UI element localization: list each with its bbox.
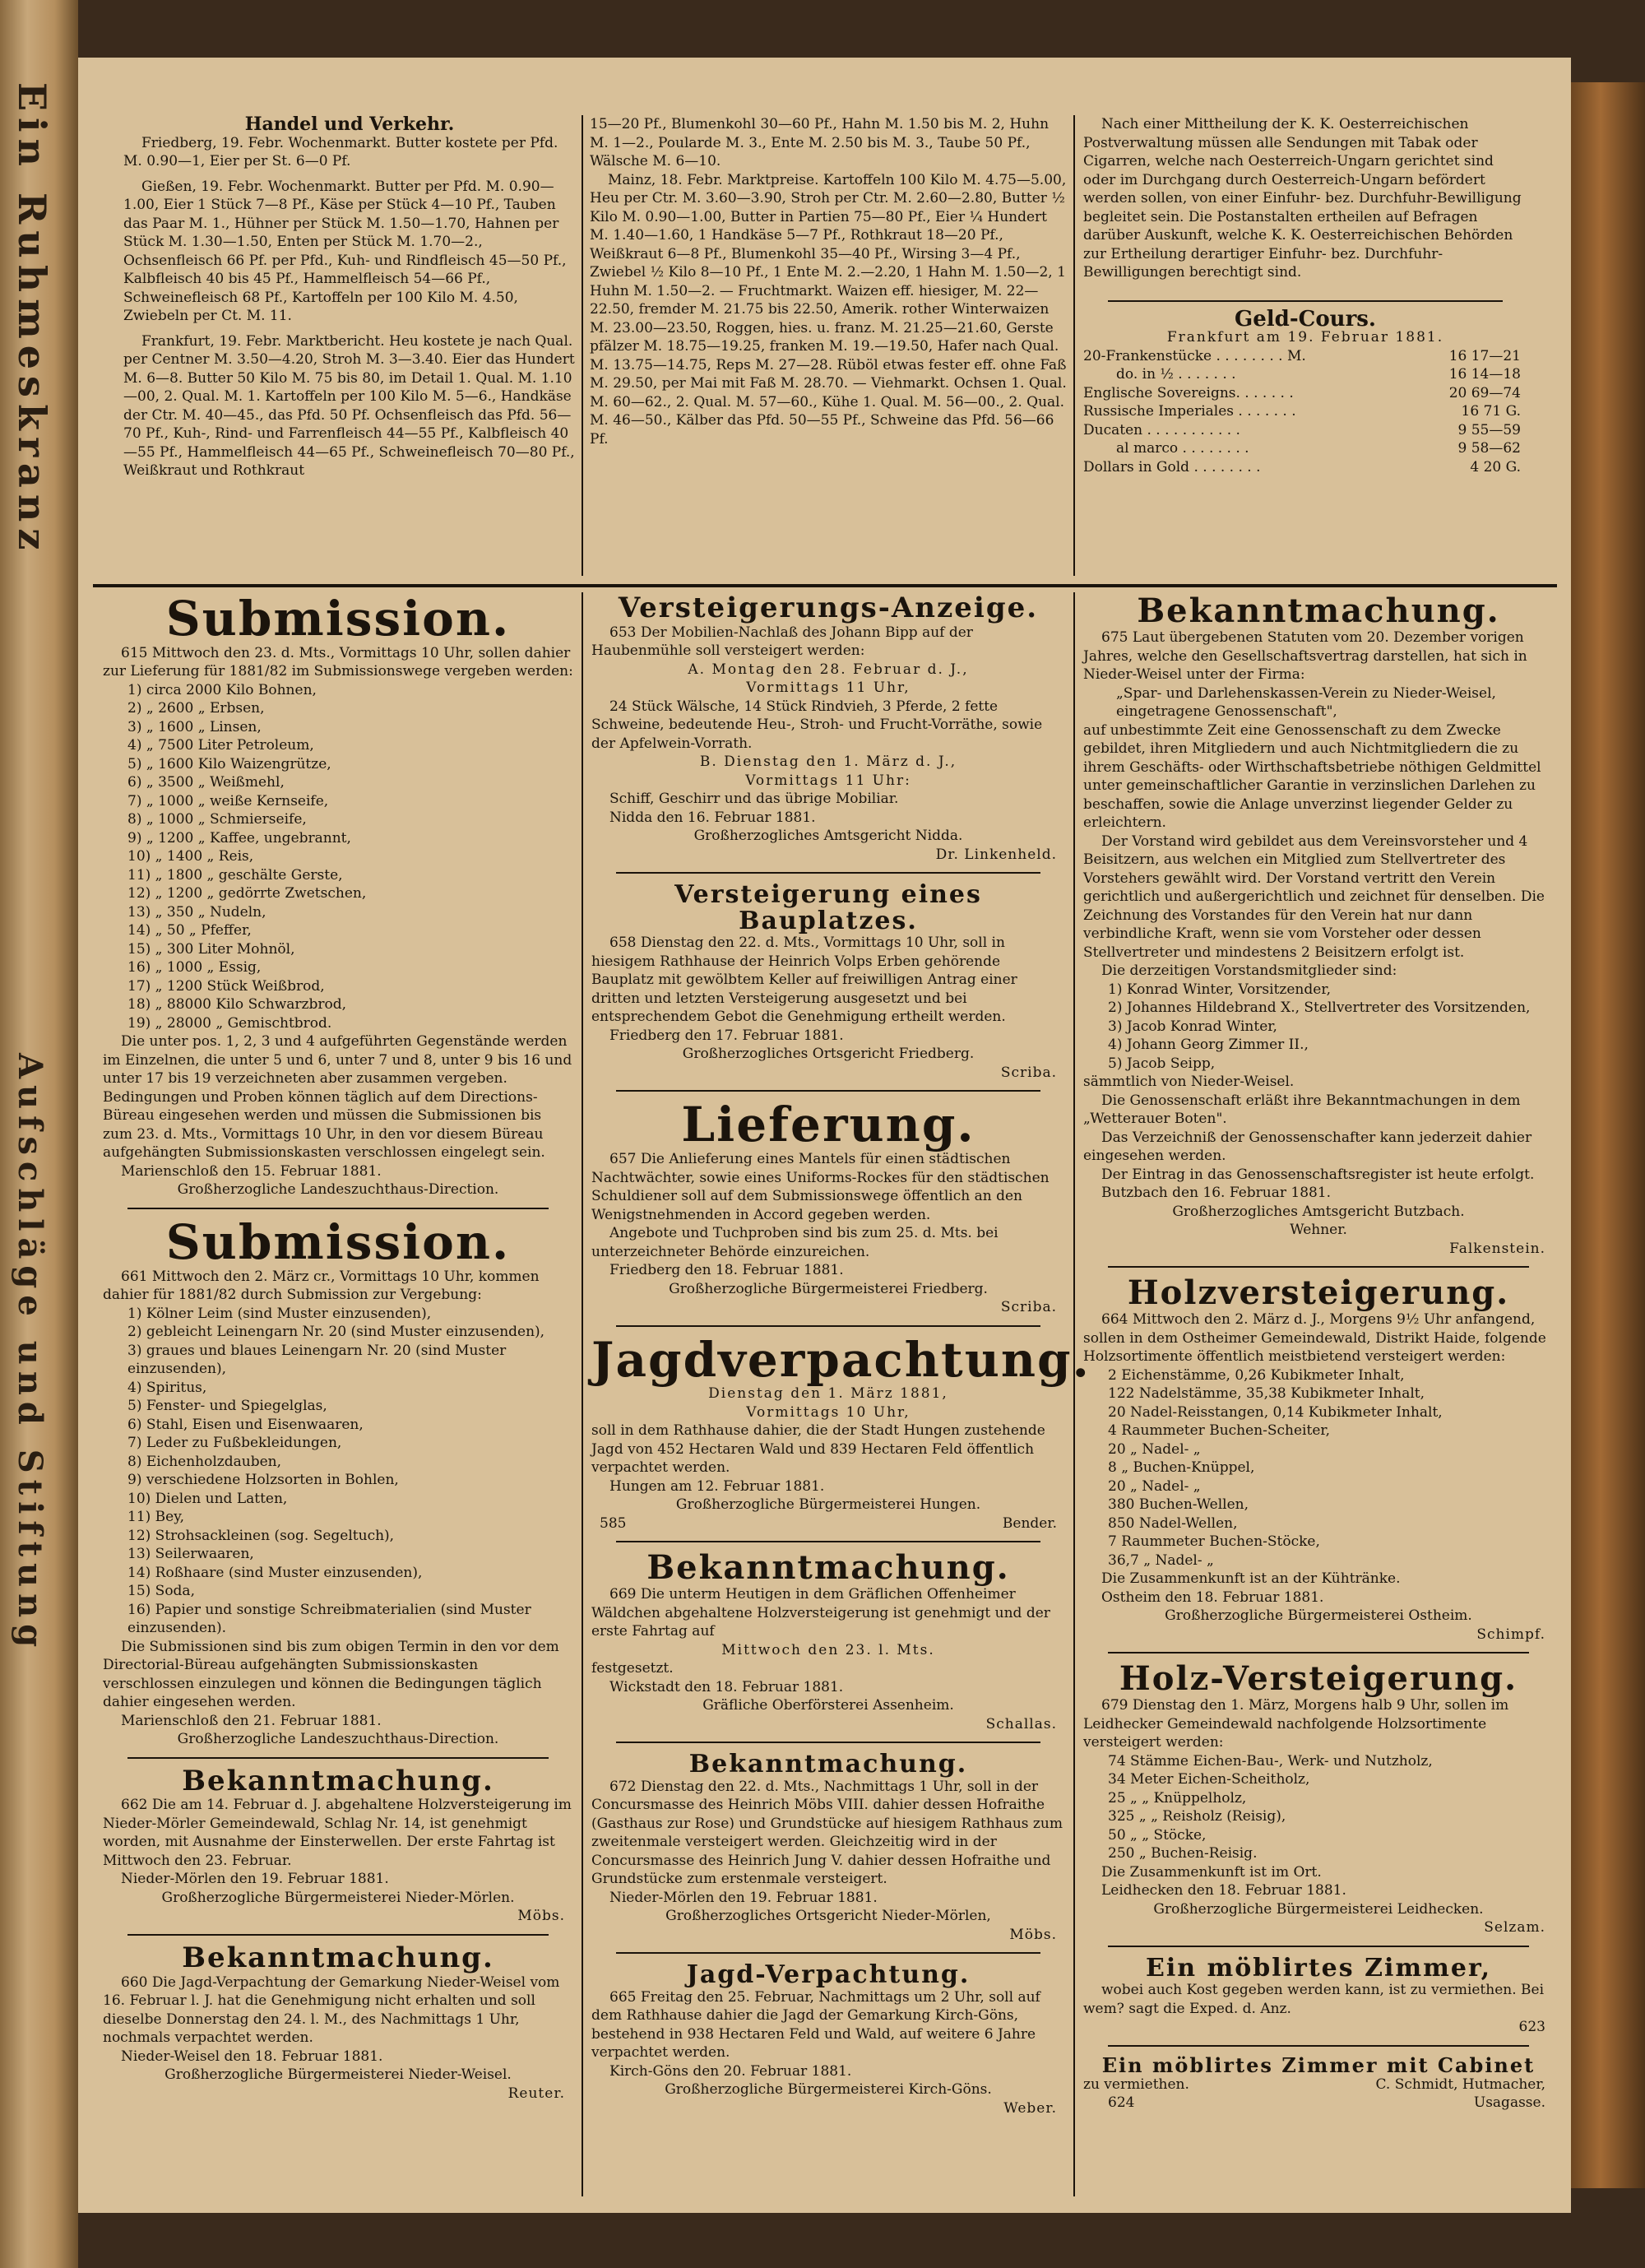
versteigerung-653-sign: Großherzogliches Amtsgericht Nidda.: [693, 828, 963, 845]
holz-679-sign: Großherzogliche Bürgermeisterei Leidhecken.: [1153, 1900, 1484, 1918]
holz-664-body2: Die Zusammenkunft ist an der Kühtränke.: [1101, 1570, 1401, 1587]
book-spine: [0, 0, 78, 2268]
bekanntmachung-660-title: Bekanntmachung.: [182, 1941, 494, 1974]
column-left: [103, 591, 573, 2103]
bekanntmachung-675-body3: Der Vorstand wird gebildet aus dem Vereinsvorsteher und 4 Beisitzern, aus welchen ein Mitglied zum Stellvertreter des Vorstehers gewählt wird. Der Vorstand vertritt den Verein gerichtlich und außergerichtlich und zeichnet für denselben. Die Zeichnung des Vorstandes für den Verein hat nur dann verbindliche Kraft, wenn sie vom Vorsteher oder dessen Stellvertreter und mindestens 2 Beisitzern erfolgt ist.: [1083, 833, 1545, 961]
bekanntmachung-672-title: Bekanntmachung.: [688, 1750, 968, 1779]
bekanntmachung-662-date: Nieder-Mörlen den 19. Februar 1881.: [121, 1871, 389, 1888]
submission-615-date: Marienschloß den 15. Februar 1881.: [121, 1162, 382, 1180]
list-item: 11) „ 1800 „ geschälte Gerste,: [127, 866, 343, 884]
commerce-column-2: [590, 115, 1067, 448]
jagd-665-name: Weber.: [1003, 2099, 1057, 2117]
versteigerung-658-date: Friedberg den 17. Februar 1881.: [609, 1027, 844, 1044]
bekanntmachung-675-body4: Die derzeitigen Vorstandsmitglieder sind:: [1101, 962, 1397, 979]
exchange-rates-table: [1083, 347, 1527, 477]
separator: [127, 1757, 549, 1759]
commerce-para-giessen: Gießen, 19. Febr. Wochenmarkt. Butter per Pfd. M. 0.90—1.00, Eier 1 Stück 7—8 Pf., Käse per Stück 4—10 Pf., Tauben das Paar M. 1., Hühner per Stück M. 1.50—1.70, Hahnen per Stück M. 1.30—1.50, Enten per Stück M. 1.70—2., Ochsenfleisch 66 Pf. per Pfd., Kuh- und Rindfleisch 45—50 Pf., Kalbfleisch 40 bis 45 Pf., Hammelfleisch 54—66 Pf., Schweinefleisch 68 Pf., Kartoffeln per 100 Kilo M. 4.50, Zwiebeln per Ct. M. 11.: [123, 178, 567, 324]
bekanntmachung-672-body: 672 Dienstag den 22. d. Mts., Nachmittags 1 Uhr, soll in der Concursmasse des Heinrich Möbs VIII. dahier dessen Hofraithe (Gasthaus zur Rose) und Grundstücke auf hiesigem Rathhaus zum zweitenmale versteigert werden. Gleichzeitig wird in der Concursmasse des Heinrich Jung V. dahier dessen Hofraithe und Grundstücke zum erstenmale versteigert.: [591, 1778, 1063, 1888]
separator: [616, 1325, 1040, 1327]
list-item: 50 „ „ Stöcke,: [1108, 1826, 1207, 1844]
versteigerung-653-a-line: A. Montag den 28. Februar d. J.,: [688, 661, 969, 678]
rate-value: 9 58—62: [1457, 440, 1521, 457]
rate-label: Russische Imperiales . . . . . . .: [1083, 403, 1296, 420]
versteigerung-653-date: Nidda den 16. Februar 1881.: [609, 809, 816, 826]
rate-row: [1083, 365, 1527, 384]
rates-title: Geld-Cours.: [1235, 306, 1376, 332]
ad-624-body: zu vermiethen.: [1083, 2076, 1189, 2093]
ad-624-num: 624: [1108, 2094, 1135, 2112]
rate-row: [1083, 421, 1527, 440]
list-item: 25 „ „ Knüppelholz,: [1108, 1789, 1247, 1807]
bekanntmachung-672-date: Nieder-Mörlen den 19. Februar 1881.: [609, 1889, 878, 1906]
versteigerung-658-title: Versteigerung eines Bauplatzes.: [674, 880, 982, 935]
list-item: 2) gebleicht Leinengarn Nr. 20 (sind Muster einzusenden),: [127, 1324, 545, 1341]
submission-661-body: Die Submissionen sind bis zum obigen Termin in den vor dem Directorial-Büreau aufgehängten Submissionskasten verschlossen einzulegen und können die Bedingungen täglich dahier eingesehen werden.: [103, 1638, 559, 1711]
list-item: 34 Meter Eichen-Scheitholz,: [1108, 1771, 1310, 1788]
list-item: 7) Leder zu Fußbekleidungen,: [127, 1435, 342, 1452]
bekanntmachung-669-body2: festgesetzt.: [591, 1660, 674, 1677]
separator: [616, 1742, 1040, 1743]
list-item: 18) „ 88000 Kilo Schwarzbrod,: [127, 996, 346, 1013]
bekanntmachung-675-date: Butzbach den 16. Februar 1881.: [1101, 1185, 1332, 1201]
commerce-column: [123, 115, 576, 480]
column-divider: [1073, 115, 1075, 576]
separator: [616, 1541, 1040, 1542]
list-item: 9) verschiedene Holzsorten in Bohlen,: [127, 1472, 399, 1489]
rate-label: do. in ½ . . . . . . .: [1116, 366, 1236, 383]
list-item: 12) „ 1200 „ gedörrte Zwetschen,: [127, 885, 367, 902]
separator: [616, 1090, 1040, 1092]
book-edge: [1571, 82, 1645, 2188]
versteigerung-653-b-line: B. Dienstag den 1. März d. J.,: [699, 754, 957, 771]
bekanntmachung-669-date: Wickstadt den 18. Februar 1881.: [609, 1678, 844, 1695]
rate-row: [1083, 402, 1527, 421]
bekanntmachung-660-date: Nieder-Weisel den 18. Februar 1881.: [121, 2048, 383, 2065]
bekanntmachung-675-body6: Die Genossenschaft erläßt ihre Bekanntmachungen in dem „Wetterauer Boten".: [1083, 1092, 1521, 1127]
rate-row: [1083, 439, 1527, 458]
holz-679-items: [1083, 1752, 1554, 1863]
spine-text: [8, 49, 66, 2122]
list-item: 380 Buchen-Wellen,: [1108, 1496, 1249, 1513]
list-item: 19) „ 28000 „ Gemischtbrod.: [127, 1014, 332, 1032]
ad-624-title: Ein möblirtes Zimmer mit Cabinet: [1101, 2052, 1536, 2077]
submission-661-intro: 661 Mittwoch den 2. März cr., Vormittags 10 Uhr, kommen dahier für 1881/82 durch Submission zur Vergebung:: [103, 1268, 540, 1304]
list-item: 2 Eichenstämme, 0,26 Kubikmeter Inhalt,: [1108, 1366, 1405, 1384]
list-item: 10) „ 1400 „ Reis,: [127, 848, 254, 865]
bekanntmachung-675-sign: Großherzogliches Amtsgericht Butzbach.: [1172, 1203, 1465, 1220]
lieferung-657-body2: Angebote und Tuchproben sind bis zum 25. d. Mts. bei unterzeichneter Behörde einzureichen.: [591, 1225, 999, 1260]
commerce-para-frankfurt: Frankfurt, 19. Febr. Marktbericht. Heu kostete je nach Qual. per Centner M. 3.50—4.20, Stroh M. 3—3.40. Eier das Hundert M. 6—8. Butter 50 Kilo M. 75 bis 80, im Detail 1. Qual. M. 1.10—00, 2. Qual. M. 1. Kartoffeln per 100 Kilo M. 5—6., Handkäse der Ctr. M. 40—45., das Pfd. 50 Pf. Ochsenfleisch das Pfd. 56—70 Pf., Kuh-, Rind- und Farrenfleisch 44—55 Pf., Kalbfleisch 40—55 Pf., Hammelfleisch 44—65 Pf., Schweinefleisch 70—80 Pf., Weißkraut und Rothkraut: [123, 332, 575, 479]
holz-679-body2: Die Zusammenkunft ist im Ort.: [1101, 1863, 1322, 1881]
list-item: 10) Dielen und Latten,: [127, 1490, 288, 1507]
submission-615-title: Submission.: [165, 591, 511, 647]
list-item: 122 Nadelstämme, 35,38 Kubikmeter Inhalt,: [1108, 1385, 1425, 1402]
bekanntmachung-669-title: Bekanntmachung.: [646, 1548, 1010, 1588]
bekanntmachung-675-body1: 675 Laut übergebenen Statuten vom 20. Dezember vorigen Jahres, welche den Gesellschaftsvertrag darstellen, hat sich in Nieder-Weisel unter der Firma:: [1083, 629, 1527, 683]
bekanntmachung-675-name2: Falkenstein.: [1449, 1240, 1545, 1257]
bekanntmachung-662-body: 662 Die am 14. Februar d. J. abgehaltene Holzversteigerung im Nieder-Mörler Gemeindewald, Schlag Nr. 14, ist genehmigt worden, mit Ausnahme der Einsterwellen. Der erste Fahrtag ist Mittwoch den 23. Februar.: [103, 1797, 572, 1869]
list-item: 15) Soda,: [127, 1583, 195, 1600]
separator: [1108, 1266, 1529, 1268]
bekanntmachung-662-name: Möbs.: [517, 1908, 565, 1925]
list-item: 7) „ 1000 „ weiße Kernseife,: [127, 792, 329, 809]
spine-text-bottom: Aufschläge und Stiftung: [11, 1053, 49, 1654]
list-item: 1) Konrad Winter, Vorsitzender,: [1108, 981, 1331, 998]
rate-label: al marco . . . . . . . .: [1116, 440, 1249, 457]
list-item: 8) „ 1000 „ Schmierseife,: [127, 811, 307, 828]
holz-664-name: Schimpf.: [1476, 1626, 1545, 1643]
versteigerung-653-intro: 653 Der Mobilien-Nachlaß des Johann Bipp auf der Haubenmühle soll versteigert werden:: [591, 624, 973, 660]
list-item: 12) Strohsackleinen (sog. Segeltuch),: [127, 1527, 395, 1544]
ad-623-body: wobei auch Kost gegeben werden kann, ist zu vermiethen. Bei wem? sagt die Exped. d. Anz.: [1083, 1982, 1545, 2017]
commerce-para-friedberg: Friedberg, 19. Febr. Wochenmarkt. Butter kostete per Pfd. M. 0.90—1, Eier per St. 6—0 Pf.: [123, 134, 558, 169]
list-item: 1) Kölner Leim (sind Muster einzusenden),: [127, 1305, 432, 1322]
holz-679-body: 679 Dienstag den 1. März, Morgens halb 9 Uhr, sollen im Leidhecker Gemeindewald nachfolgende Holzsortimente versteigert werden:: [1083, 1697, 1509, 1751]
list-item: 250 „ Buchen-Reisig.: [1108, 1845, 1258, 1862]
bekanntmachung-669-body: 669 Die unterm Heutigen in dem Gräflichen Offenheimer Wäldchen abgehaltene Holzversteigerung ist genehmigt und der erste Fahrtag auf: [591, 1586, 1050, 1640]
jagd-665-body: 665 Freitag den 25. Februar, Nachmittags um 2 Uhr, soll auf dem Rathhause dahier die Jagd der Gemarkung Kirch-Göns, bestehend in 938 Hectaren Feld und Wald, auf weitere 6 Jahre verpachtet werden.: [591, 1988, 1040, 2062]
jagd-585-footer: [591, 1514, 1065, 1533]
list-item: 2) Johannes Hildebrand X., Stellvertreter des Vorsitzenden,: [1108, 999, 1531, 1016]
jagd-585-line1: Dienstag den 1. März 1881,: [708, 1385, 948, 1403]
list-item: 4) „ 7500 Liter Petroleum,: [127, 737, 314, 754]
versteigerung-653-a-body: 24 Stück Wälsche, 14 Stück Rindvieh, 3 Pferde, 2 fette Schweine, bedeutende Heu-, Stroh- und Frucht-Vorräthe, sowie der Apfelwein-Vorrath.: [591, 698, 1043, 752]
separator: [127, 1934, 549, 1936]
bekanntmachung-672-sign: Großherzogliches Ortsgericht Nieder-Mörlen,: [665, 1908, 991, 1925]
jagd-585-title: Jagdverpachtung.: [591, 1331, 1091, 1388]
versteigerung-653-title: Versteigerungs-Anzeige.: [618, 591, 1039, 624]
list-item: 8 „ Buchen-Knüppel,: [1108, 1459, 1255, 1476]
commerce2-para-mainz: Mainz, 18. Febr. Marktpreise. Kartoffeln 100 Kilo M. 4.75—5.00, Heu per Ctr. M. 3.60—3.90, Stroh per Ctr. M. 2.60—2.80, Butter ½ Kilo M. 0.90—1.00, Butter in Partien 75—80 Pf., Eier ¼ Hundert M. 1.40—1.60, 1 Handkäse 5—7 Pf., Rothkraut 18—20 Pf., Weißkraut 6—8 Pf., Blumenkohl 35—40 Pf., Wirsing 3—4 Pf., Zwiebel ½ Kilo 8—10 Pf., 1 Ente M. 2.—2.20, 1 Hahn M. 1.50—2, 1 Huhn M. 1.50—2. — Fruchtmarkt. Waizen eff. hiesiger, M. 22—22.50, fremder M. 21.75 bis 22.50, Amerik. rother Winterwaizen M. 23.00—23.50, Roggen, hies. u. franz. M. 21.25—21.60, Gerste pfälzer M. 18.75—19.25, franken M. 19.—19.50, Hafer nach Qual. M. 13.75—14.75, Reps M. 27—28. Rüböl etwas fester eff. ohne Faß M. 29.50, per Mai mit Faß M. 28.70. — Viehmarkt. Ochsen 1. Qual. M. 60—62., 2. Qual. M. 57—60., Kühe 1. Qual. M. 56—00., 2. Qual. M. 46—50., Kälber das Pfd. 50—55 Pf., Schweine das Pfd. 56—66 Pf.: [590, 171, 1067, 448]
bekanntmachung-662-sign: Großherzogliche Bürgermeisterei Nieder-Mörlen.: [161, 1889, 515, 1906]
lieferung-657-sign: Großherzogliche Bürgermeisterei Friedberg.: [669, 1280, 988, 1297]
versteigerung-658-name: Scriba.: [1000, 1064, 1057, 1081]
list-item: 4) Spiritus,: [127, 1379, 207, 1396]
austria-column: [1083, 115, 1527, 476]
rate-row: [1083, 347, 1527, 366]
list-item: 36,7 „ Nadel- „: [1108, 1551, 1214, 1569]
bekanntmachung-675-firm: „Spar- und Darlehenskassen-Verein zu Nieder-Weisel, eingetragene Genossenschaft",: [1116, 684, 1496, 720]
ad-624-street: Usagasse.: [1473, 2094, 1545, 2112]
rate-value: 16 14—18: [1448, 366, 1521, 383]
list-item: 3) Jacob Konrad Winter,: [1108, 1018, 1277, 1035]
submission-661-title: Submission.: [165, 1213, 511, 1270]
separator: [1108, 300, 1503, 302]
jagd-585-date: Hungen am 12. Februar 1881.: [609, 1477, 825, 1495]
list-item: 17) „ 1200 Stück Weißbrod,: [127, 977, 325, 995]
list-item: 5) Fenster- und Spiegelglas,: [127, 1398, 327, 1415]
column-divider: [582, 115, 583, 576]
ad-624-row2: [1083, 2094, 1554, 2113]
jagd-665-title: Jagd-Verpachtung.: [686, 1960, 971, 1990]
bekanntmachung-662-title: Bekanntmachung.: [182, 1764, 494, 1797]
jagd-585-name: Bender.: [1002, 1514, 1057, 1532]
submission-615-items: [103, 681, 573, 1033]
rate-row: [1083, 458, 1527, 477]
bekanntmachung-675-name: Wehner.: [1290, 1222, 1347, 1238]
bekanntmachung-660-sign: Großherzogliche Bürgermeisterei Nieder-Weisel.: [164, 2066, 512, 2084]
rate-value: 16 71 G.: [1461, 403, 1521, 420]
list-item: 74 Stämme Eichen-Bau-, Werk- und Nutzholz,: [1108, 1752, 1433, 1769]
separator: [616, 1952, 1040, 1954]
list-item: 16) „ 1000 „ Essig,: [127, 959, 262, 976]
submission-615-intro: 615 Mittwoch den 23. d. Mts., Vormittags 10 Uhr, sollen dahier zur Lieferung für 1881/82 im Submissionswege vergeben werden:: [103, 644, 573, 680]
list-item: 5) Jacob Seipp,: [1108, 1055, 1216, 1072]
separator: [1108, 1946, 1529, 1947]
ad-623-num: 623: [1518, 2019, 1545, 2035]
bekanntmachung-669-day: Mittwoch den 23. l. Mts.: [721, 1641, 935, 1658]
separator: [616, 872, 1040, 874]
rate-label: Dollars in Gold . . . . . . . .: [1083, 458, 1261, 475]
list-item: 7 Raummeter Buchen-Stöcke,: [1108, 1533, 1320, 1550]
versteigerung-653-b-body: Schiff, Geschirr und das übrige Mobiliar.: [609, 791, 899, 808]
lieferung-657-name: Scriba.: [1000, 1299, 1057, 1316]
bekanntmachung-669-name: Schallas.: [985, 1715, 1057, 1732]
versteigerung-653-b-time: Vormittags 11 Uhr:: [745, 772, 911, 789]
list-item: 20 „ Nadel- „: [1108, 1440, 1201, 1458]
list-item: 13) Seilerwaaren,: [127, 1546, 254, 1563]
list-item: 3) „ 1600 „ Linsen,: [127, 718, 262, 735]
rate-label: 20-Frankenstücke . . . . . . . . M.: [1083, 347, 1306, 364]
submission-661-items: [103, 1305, 573, 1638]
rate-value: 20 69—74: [1448, 384, 1521, 401]
column-middle: [591, 591, 1091, 2117]
list-item: 20 Nadel-Reisstangen, 0,14 Kubikmeter Inhalt,: [1108, 1403, 1443, 1421]
list-item: 5) „ 1600 Kilo Waizengrütze,: [127, 755, 331, 772]
submission-615-body: Die unter pos. 1, 2, 3 und 4 aufgeführten Gegenstände werden im Einzelnen, die unter 5 und 6, unter 7 und 8, unter 9 bis 16 und unter 17 bis 19 verzeichneten aber zusammen vergeben. Bedingungen und Proben können täglich auf dem Directions-Büreau eingesehen werden und müssen die Submissionen bis zum 23. d. Mts., Vormittags 10 Uhr, in den vor diesem Büreau aufgehängten Submissionskasten verschlossen eingelegt sein.: [103, 1033, 572, 1162]
holz-679-date: Leidhecken den 18. Februar 1881.: [1101, 1882, 1346, 1899]
list-item: 4 Raummeter Buchen-Scheiter,: [1108, 1422, 1331, 1439]
list-item: 6) „ 3500 „ Weißmehl,: [127, 774, 285, 791]
list-item: 3) graues und blaues Leinengarn Nr. 20 (sind Muster einzusenden),: [127, 1342, 507, 1378]
bekanntmachung-675-title: Bekanntmachung.: [1137, 591, 1500, 630]
section-rule: [93, 584, 1557, 587]
bekanntmachung-675-body7: Das Verzeichniß der Genossenschafter kann jederzeit dahier eingesehen werden.: [1083, 1129, 1532, 1164]
jagd-585-body: soll in dem Rathhause dahier, die der Stadt Hungen zustehende Jagd von 452 Hectaren Wald und 839 Hectaren Feld öffentlich verpachtet werden.: [591, 1422, 1045, 1477]
holz-664-items: [1083, 1366, 1554, 1570]
bekanntmachung-675-body2: auf unbestimmte Zeit eine Genossenschaft zu dem Zwecke gebildet, ihren Mitgliedern und auch Nichtmitgliedern die zu ihrem Geschäfts- oder Wirthschaftsbetriebe nöthigen Geldmittel unter gemeinschaftlicher Garantie in verzinslichen Darlehen zu beschaffen, sowie die Anlage unverzinst liegender Gelder zu erleichtern.: [1083, 721, 1541, 831]
bekanntmachung-669-sign: Gräfliche Oberförsterei Assenheim.: [702, 1697, 954, 1714]
spine-text-top: Ein Ruhmeskranz: [10, 82, 54, 557]
column-divider: [1073, 592, 1075, 2196]
list-item: 16) Papier und sonstige Schreibmaterialien (sind Muster einzusenden).: [127, 1601, 531, 1637]
list-item: 8) Eichenholzdauben,: [127, 1453, 282, 1470]
list-item: 1) circa 2000 Kilo Bohnen,: [127, 681, 317, 698]
bekanntmachung-675-body5: sämmtlich von Nieder-Weisel.: [1083, 1074, 1295, 1090]
list-item: 6) Stahl, Eisen und Eisenwaaren,: [127, 1416, 364, 1433]
bekanntmachung-675-body8: Der Eintrag in das Genossenschaftsregister ist heute erfolgt.: [1101, 1166, 1535, 1183]
lieferung-657-date: Friedberg den 18. Februar 1881.: [609, 1262, 844, 1279]
rate-value: 16 17—21: [1448, 347, 1521, 364]
separator: [127, 1208, 549, 1209]
bekanntmachung-660-name: Reuter.: [507, 2085, 565, 2102]
lieferung-657-body: 657 Die Anlieferung eines Mantels für einen städtischen Nachtwächter, sowie eines Uniforms-Rockes für den städtischen Schuldiener soll auf dem Submissionswege öffentlich an den Wenigstnehmenden in Accord gegeben werden.: [591, 1151, 1050, 1223]
jagd-665-sign: Großherzogliche Bürgermeisterei Kirch-Göns.: [665, 2081, 992, 2099]
bekanntmachung-660-body: 660 Die Jagd-Verpachtung der Gemarkung Nieder-Weisel vom 16. Februar l. J. hat die Genehmigung nicht erhalten und soll dieselbe Donnerstag den 24. l. M., des Nachmittags 1 Uhr, nochmals verpachtet werden.: [103, 1973, 560, 2047]
list-item: 14) „ 50 „ Pfeffer,: [127, 922, 252, 939]
submission-615-sign: Großherzogliche Landeszuchthaus-Direction.: [177, 1181, 499, 1199]
list-item: 9) „ 1200 „ Kaffee, ungebrannt,: [127, 829, 351, 846]
jagd-665-date: Kirch-Göns den 20. Februar 1881.: [609, 2062, 852, 2080]
rate-value: 9 55—59: [1457, 421, 1521, 438]
jagd-585-line2: Vormittags 10 Uhr,: [746, 1403, 911, 1421]
versteigerung-658-sign: Großherzogliches Ortsgericht Friedberg.: [682, 1046, 975, 1063]
rate-label: Ducaten . . . . . . . . . . .: [1083, 421, 1240, 438]
separator: [1108, 2045, 1529, 2047]
column-divider: [582, 592, 583, 2196]
versteigerung-653-a-time: Vormittags 11 Uhr,: [746, 679, 911, 697]
holz-664-sign: Großherzogliche Bürgermeisterei Ostheim.: [1165, 1607, 1472, 1624]
jagd-585-num: 585: [600, 1514, 627, 1532]
holz-664-title: Holzversteigerung.: [1127, 1273, 1510, 1312]
rate-value: 4 20 G.: [1470, 458, 1521, 475]
list-item: 14) Roßhaare (sind Muster einzusenden),: [127, 1564, 423, 1581]
versteigerung-658-body: 658 Dienstag den 22. d. Mts., Vormittags 10 Uhr, soll in hiesigem Rathhause der Heinrich Volps Erben gehörende Bauplatz mit gewölbtem Keller auf freiwilligen Antrag einer dritten und letzten Versteigerung ausgesetzt und bei entsprechendem Gebot die Genehmigung ertheilt werden.: [591, 935, 1017, 1026]
notice-austria: Nach einer Mittheilung der K. K. Oesterreichischen Postverwaltung müssen alle Sendungen mit Tabak oder Cigarren, welche nach Oesterreich-Ungarn gerichtet sind oder im Durchgang durch Oesterreich-Ungarn befördert werden sollen, von einer Einfuhr- bez. Durchfuhr-Bewilligung begleitet sein. Die Postanstalten ertheilen auf Befragen darüber Auskunft, welche K. K. Oesterreichischen Behörden zur Ertheilung derartiger Einfuhr- bez. Durchfuhr-Bewilligungen berechtigt sind.: [1083, 116, 1522, 281]
rate-row: [1083, 384, 1527, 403]
holz-664-date: Ostheim den 18. Februar 1881.: [1101, 1589, 1324, 1606]
ad-623-title: Ein möblirtes Zimmer,: [1145, 1953, 1492, 1983]
submission-661-date: Marienschloß den 21. Februar 1881.: [121, 1712, 382, 1729]
jagd-585-sign: Großherzogliche Bürgermeisterei Hungen.: [675, 1496, 981, 1514]
holz-664-body: 664 Mittwoch den 2. März d. J., Morgens 9½ Uhr anfangend, sollen in dem Ostheimer Gemeindewald, Distrikt Haide, folgende Holzsortimente öffentlich meistbietend versteigert werden:: [1083, 1311, 1546, 1365]
submission-661-sign: Großherzogliche Landeszuchthaus-Direction.: [177, 1731, 499, 1748]
holz-679-title: Holz-Versteigerung.: [1119, 1659, 1518, 1698]
list-item: 11) Bey,: [127, 1509, 184, 1526]
list-item: 2) „ 2600 „ Erbsen,: [127, 700, 265, 717]
list-item: 4) Johann Georg Zimmer II.,: [1108, 1037, 1309, 1053]
column-right: [1083, 591, 1554, 2113]
commerce2-para-continued: 15—20 Pf., Blumenkohl 30—60 Pf., Hahn M. 1.50 bis M. 2, Huhn M. 1—2., Poularde M. 3., Ente M. 2.50 bis M. 3., Taube 50 Pf., Wälsche M. 6—10.: [590, 116, 1050, 169]
versteigerung-653-name: Dr. Linkenheld.: [935, 846, 1057, 863]
list-item: 15) „ 300 Liter Mohnöl,: [127, 940, 295, 958]
newspaper-page: [78, 58, 1571, 2213]
holz-679-name: Selzam.: [1484, 1919, 1545, 1936]
rates-subtitle: Frankfurt am 19. Februar 1881.: [1166, 329, 1444, 346]
rate-label: Englische Sovereigns. . . . . . .: [1083, 384, 1294, 401]
separator: [1108, 1652, 1529, 1653]
list-item: 325 „ „ Reisholz (Reisig),: [1108, 1808, 1286, 1825]
bekanntmachung-672-name: Möbs.: [1009, 1926, 1057, 1943]
list-item: 20 „ Nadel- „: [1108, 1477, 1201, 1495]
list-item: 13) „ 350 „ Nudeln,: [127, 903, 266, 921]
bekanntmachung-675-members: [1083, 981, 1554, 1074]
lieferung-657-title: Lieferung.: [681, 1097, 975, 1153]
commerce-heading: Handel und Verkehr.: [244, 114, 455, 135]
list-item: 850 Nadel-Wellen,: [1108, 1514, 1238, 1532]
ad-624-row: [1083, 2076, 1554, 2094]
ad-624-name: C. Schmidt, Hutmacher,: [1375, 2076, 1545, 2093]
